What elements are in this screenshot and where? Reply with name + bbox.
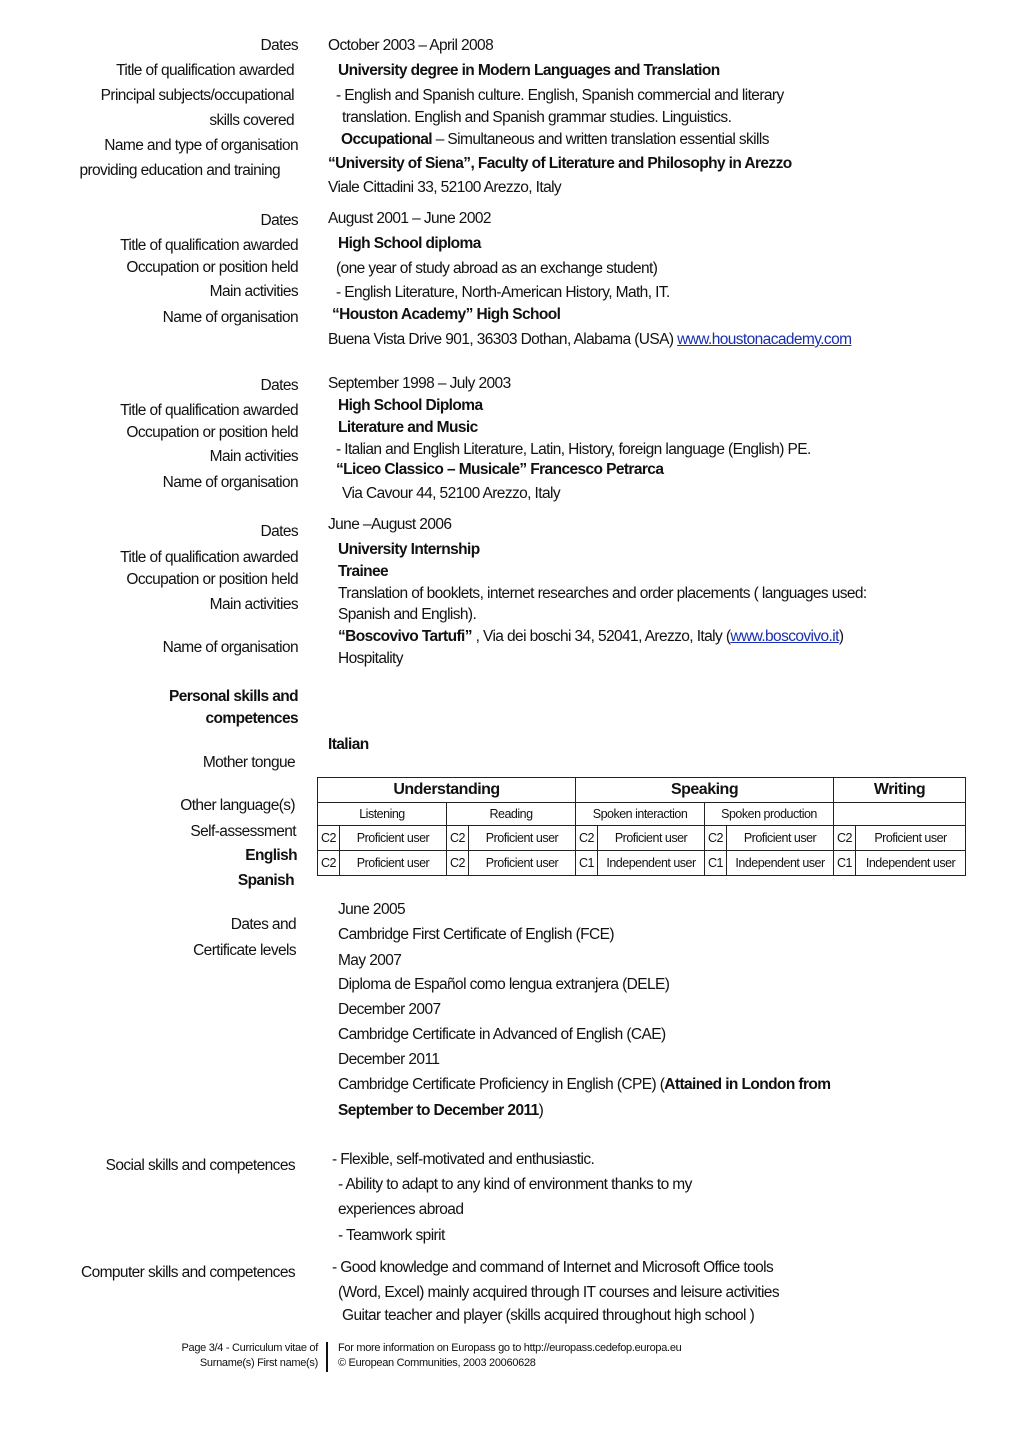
language-self-assessment-table xyxy=(317,777,966,876)
level-code: C2 xyxy=(447,826,469,851)
cert-line: December 2007 xyxy=(338,1001,441,1018)
computer-skill-line: Guitar teacher and player (skills acquired throughout high school ) xyxy=(342,1307,755,1324)
social-skill-line: - Ability to adapt to any kind of environment thanks to my xyxy=(338,1176,692,1193)
level-description: Proficient user xyxy=(469,826,576,851)
subheader-reading: Reading xyxy=(447,803,576,826)
edu2-organisation: “Houston Academy” High School xyxy=(332,306,561,323)
work1-occupation: Trainee xyxy=(338,563,389,580)
table-row xyxy=(318,851,966,876)
work1-qualification: University Internship xyxy=(338,541,480,558)
level-description: Proficient user xyxy=(856,826,966,851)
cert-cpe-note: Attained in London from xyxy=(664,1076,831,1093)
edu1-organisation: “University of Siena”, Faculty of Literature and Philosophy in Arezzo xyxy=(328,155,792,172)
label-mother-tongue: Mother tongue xyxy=(202,754,295,771)
label-other-languages: Other language(s) xyxy=(180,797,295,814)
edu1-occupational-text: – Simultaneous and written translation essential skills xyxy=(432,131,769,148)
level-description: Proficient user xyxy=(598,826,705,851)
label-self-assessment: Self-assessment xyxy=(190,823,296,840)
edu3-activities: - Italian and English Literature, Latin, History, foreign language (English) PE. xyxy=(336,441,811,458)
edu1-address: Viale Cittadini 33, 52100 Arezzo, Italy xyxy=(328,179,562,196)
edu1-qualification: University degree in Modern Languages and Translation xyxy=(338,62,720,79)
label-subjects: Principal subjects/occupational xyxy=(100,87,294,104)
level-code: C1 xyxy=(576,851,598,876)
level-code: C2 xyxy=(834,826,856,851)
label-qualification: Title of qualification awarded xyxy=(120,237,298,254)
label-dates: Dates xyxy=(260,37,298,54)
level-description: Independent user xyxy=(598,851,705,876)
label-org-name: Name of organisation xyxy=(162,474,298,491)
edu1-occupational-label: Occupational xyxy=(341,131,432,148)
subheader-spoken-interaction: Spoken interaction xyxy=(576,803,705,826)
edu2-activities: - English Literature, North-American History, Math, IT. xyxy=(336,284,670,301)
language-spanish: Spanish xyxy=(237,872,294,889)
footer-divider xyxy=(326,1342,328,1372)
label-occupation: Occupation or position held xyxy=(126,571,298,588)
social-skill-line: - Teamwork spirit xyxy=(338,1227,445,1244)
social-skill-line: experiences abroad xyxy=(338,1201,464,1218)
label-skills-covered: skills covered xyxy=(209,112,294,129)
level-code: C1 xyxy=(705,851,727,876)
boscovivo-link[interactable]: www.boscovivo.it xyxy=(730,628,839,645)
level-code: C2 xyxy=(576,826,598,851)
level-code: C2 xyxy=(447,851,469,876)
label-certificate-levels: Certificate levels xyxy=(193,942,296,959)
table-group-header-row xyxy=(318,778,966,803)
computer-skill-line: - Good knowledge and command of Internet and Microsoft Office tools xyxy=(332,1259,774,1276)
language-english: English xyxy=(245,847,297,864)
edu1-subjects-line2: translation. English and Spanish grammar studies. Linguistics. xyxy=(342,109,732,126)
edu2-qualification: High School diploma xyxy=(338,235,481,252)
cert-line: June 2005 xyxy=(338,901,405,918)
cert-cpe-close: ) xyxy=(538,1102,544,1119)
work1-activities-line1: Translation of booklets, internet researches and order placements ( languages used: xyxy=(338,585,867,602)
edu1-subjects-line1: - English and Spanish culture. English, Spanish commercial and literary xyxy=(336,87,784,104)
footer-europass-url: For more information on Europass go to http://europass.cedefop.europa.eu xyxy=(338,1342,682,1354)
label-qualification: Title of qualification awarded xyxy=(120,402,298,419)
cert-line: Cambridge Certificate in Advanced of English (CAE) xyxy=(338,1026,666,1043)
label-occupation: Occupation or position held xyxy=(126,259,298,276)
edu3-dates: September 1998 – July 2003 xyxy=(328,375,511,392)
footer-europass-info xyxy=(338,1341,681,1371)
work1-activities-line2: Spanish and English). xyxy=(338,606,477,623)
edu3-occupation: Literature and Music xyxy=(338,419,478,436)
level-code: C2 xyxy=(705,826,727,851)
footer-name: Surname(s) First name(s) xyxy=(199,1357,318,1369)
subheader-spoken-production: Spoken production xyxy=(705,803,834,826)
label-dates: Dates xyxy=(260,212,298,229)
label-occupation: Occupation or position held xyxy=(126,424,298,441)
work1-org-address: , Via dei boschi 34, 52041, Arezzo, Italy ( xyxy=(471,628,731,645)
level-code: C2 xyxy=(318,826,340,851)
work1-sector: Hospitality xyxy=(338,650,403,667)
work1-dates: June –August 2006 xyxy=(328,516,452,533)
label-qualification: Title of qualification awarded xyxy=(120,549,298,566)
header-understanding: Understanding xyxy=(318,778,576,803)
cert-cpe-line xyxy=(338,1075,830,1095)
edu1-dates: October 2003 – April 2008 xyxy=(328,37,494,54)
edu3-address: Via Cavour 44, 52100 Arezzo, Italy xyxy=(342,485,560,502)
level-description: Proficient user xyxy=(469,851,576,876)
table-subheader-row xyxy=(318,803,966,826)
cert-cpe-line2 xyxy=(338,1101,543,1121)
work1-org-name: “Boscovivo Tartufi” xyxy=(338,628,472,645)
table-row xyxy=(318,826,966,851)
footer-copyright: © European Communities, 2003 20060628 xyxy=(338,1357,536,1369)
edu2-address xyxy=(328,330,851,350)
label-dates-and: Dates and xyxy=(230,916,296,933)
edu2-dates: August 2001 – June 2002 xyxy=(328,210,491,227)
edu2-occupation: (one year of study abroad as an exchange student) xyxy=(336,260,658,277)
edu3-organisation: “Liceo Classico – Musicale” Francesco Petrarca xyxy=(336,461,664,478)
level-description: Proficient user xyxy=(727,826,834,851)
edu3-qualification: High School Diploma xyxy=(338,397,483,414)
footer-page-info xyxy=(181,1341,318,1371)
label-providing: providing education and training xyxy=(79,162,280,179)
level-description: Independent user xyxy=(727,851,834,876)
label-qualification: Title of qualification awarded xyxy=(116,62,294,79)
cert-line: Cambridge First Certificate of English (FCE) xyxy=(338,926,614,943)
label-computer-skills: Computer skills and competences xyxy=(80,1264,295,1281)
cert-cpe-note-2: September to December 2011 xyxy=(338,1102,539,1119)
label-main-activities: Main activities xyxy=(209,448,298,465)
label-main-activities: Main activities xyxy=(209,283,298,300)
level-description: Proficient user xyxy=(340,826,447,851)
label-dates: Dates xyxy=(260,377,298,394)
label-social-skills: Social skills and competences xyxy=(105,1157,295,1174)
work1-org-close: ) xyxy=(838,628,844,645)
cert-line: December 2011 xyxy=(338,1051,440,1068)
header-writing: Writing xyxy=(834,778,966,803)
personal-skills-heading-line2: competences xyxy=(205,710,298,727)
footer-page-number: Page 3/4 - Curriculum vitae of xyxy=(181,1342,318,1354)
cert-line: May 2007 xyxy=(338,952,402,969)
label-org-name: Name of organisation xyxy=(162,309,298,326)
level-code: C1 xyxy=(834,851,856,876)
personal-skills-heading-line1: Personal skills and xyxy=(168,688,298,705)
label-org-name: Name of organisation xyxy=(162,639,298,656)
mother-tongue-value: Italian xyxy=(328,736,369,753)
cert-cpe-text: Cambridge Certificate Proficiency in English (CPE) ( xyxy=(338,1076,665,1093)
subheader-listening: Listening xyxy=(318,803,447,826)
level-code: C2 xyxy=(318,851,340,876)
label-dates: Dates xyxy=(260,523,298,540)
cert-line: Diploma de Español como lengua extranjera (DELE) xyxy=(338,976,670,993)
work1-organisation xyxy=(338,627,843,647)
label-main-activities: Main activities xyxy=(209,596,298,613)
computer-skill-line: (Word, Excel) mainly acquired through IT courses and leisure activities xyxy=(338,1284,779,1301)
level-description: Proficient user xyxy=(340,851,447,876)
subheader-writing-empty xyxy=(834,803,966,826)
edu2-address-text: Buena Vista Drive 901, 36303 Dothan, Alabama (USA) xyxy=(328,331,678,348)
houston-academy-link[interactable]: www.houstonacademy.com xyxy=(677,331,852,348)
edu1-occupational xyxy=(341,130,769,150)
label-org-type: Name and type of organisation xyxy=(104,137,298,154)
header-speaking: Speaking xyxy=(576,778,834,803)
level-description: Independent user xyxy=(856,851,966,876)
social-skill-line: - Flexible, self-motivated and enthusiastic. xyxy=(332,1151,595,1168)
